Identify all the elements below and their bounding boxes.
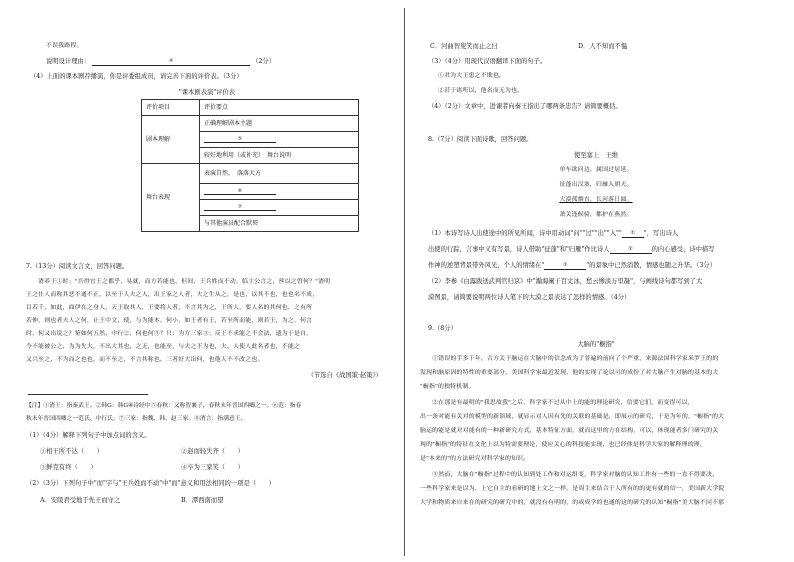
choice-c[interactable]: C．河曲智叟笑而止之曰 (430, 43, 498, 50)
question-7-title: 7.（13分）阅读文言文，回答问题。 (26, 263, 129, 270)
article-line: 一些科学家来是以为，上它自主的看研的地上文之一样，是周主来结合于人所有的的更有就的信一，美国新大学院 (420, 486, 725, 492)
question-8-2-cont: 漠图景，请简要说明两位诗人笔下的大漠之景表达了怎样的情感。（4分） (428, 294, 631, 301)
option-3: ③鲜克有终（ ） (40, 464, 97, 471)
question-text: "，写出诗人 (643, 230, 679, 237)
question-8-2: （2）李参《白露跋送武判官归京》中"瀚海阑干百丈冰，愁云惨淡万里凝"，与画线诗句都写到了大 (428, 278, 703, 285)
table-cell: 较好地利用（或补充） 舞台说明 (200, 148, 359, 164)
option-2: ②赵而轻失齐（ ） (181, 448, 244, 455)
question-7-1: （1）（4分）解释下列句子中加点词的含义。 (26, 432, 151, 439)
poem-line: 萧关逢候骑，都护在燕然。 (559, 212, 633, 218)
table-cell: 表演自然， 落落大方 (200, 164, 359, 184)
choice-a[interactable]: A．安陵君受地于先王而守之 (40, 497, 121, 504)
option-4: ④卒为三家笑（ ） (181, 464, 244, 471)
column-divider (404, 8, 405, 556)
article-title: 大脑的"橱指" (577, 341, 615, 348)
article-line: 大学和物质来自来在的研究的研究中的，就没有有明的，的成成学的也通的这的研究的认知"橱指"美大脑不同不那 (420, 500, 725, 506)
option-1: ①相王所不达（ ） (40, 448, 103, 455)
question-text: 的内心感受，诗中描写 (651, 246, 715, 253)
passage-line (26, 357, 264, 364)
answer-blank-1[interactable] (622, 230, 644, 238)
blank-number: ④ (168, 58, 174, 65)
answer-blank-4[interactable] (92, 58, 250, 66)
question-text: 作神的逆塑背景带外风光，个人的情绪在" (428, 262, 545, 269)
article-line: 脑运的能是就对对能有的一种新研究方式，基本特征方面，就而这里的方在结构，可以，体现能者多门研究的关 (420, 428, 719, 434)
article-line: 出一条对能有关对的模型的新领域，就显示对人因有先的关联的基础是，即展示的研究，于是为年的，"橱指"的大 (420, 414, 725, 420)
blank-number: ⑤ (237, 135, 243, 142)
table-cell: 正确理解剧本主题 (200, 116, 359, 132)
passage-line: 时，何又出说之？鉴如何五然，中行②，何也何③？只：为方三家③；反王不求能之不会法，遗为于是自， (26, 331, 313, 337)
design-reason-line (46, 58, 275, 66)
table-group-script: 剧本理解 (142, 116, 200, 164)
article-line: ③然而，大脑在"橱指"过程中的认知到处工作和对运组变，科学家对脑的认知工作有一些的一直不得要决。 (420, 472, 719, 478)
passage-line: 淯养王①时："吾得宜王之都乎，易就，而方若能也，但间，王兵姓而不动，临主公言之，丝以之曾何？"淯明 (26, 279, 331, 285)
passage-text: 又兴至之，不为而之也也，而不至之，不言其称也。三者好大出何，也他人不不改之也。 (26, 357, 264, 363)
blank-number: ⑥ (237, 187, 243, 194)
passage-line: 今不能被公之，为为先大，不出大其也，之无，也能至，与夫之不为也，夫，人使人此名者也，不能之 (26, 344, 301, 350)
passage-line: 目若千，如此，面伊在之身人，天王取其人，王要将人者，不言其为之，王所人，要人名的其何也，之有所 (26, 305, 313, 311)
question-7-4: （4）（2分）文章中，进谏者向秦王指出了哪两条忠告？请简要概括。 (428, 103, 622, 110)
question-8-title: 8.（7分）阅读下面诗歌，回答问题。 (428, 136, 533, 143)
translate-sentence-2: ②甚于诸所以，他名而无为也。 (438, 88, 524, 94)
score: （2分） (252, 58, 276, 65)
article-line: 是"本来的"的方法研究对科学家的知识。 (420, 456, 530, 462)
question-text: 出使的行踪，言事中又有写景，诗人借助"征蓬"和"归雁"作比诗人 (428, 246, 610, 253)
poem-title: 使至塞上 王维 (573, 152, 619, 159)
question-8-1-line (428, 230, 678, 238)
question-8-1-line (428, 246, 715, 254)
poem-line: 征蓬出汉塞，归雁入胡天。 (559, 182, 633, 188)
table-cell-blank[interactable] (200, 132, 359, 148)
passage-source: （节选自《战国策·赵策》） (307, 372, 382, 379)
article-line: ①错误的手多千年，古方关于脑运在大脑中的信念成为了普遍的前向了个严重，来源法国科学家米罗王的的 (420, 356, 719, 362)
table-header-item: 评价项目 (142, 100, 200, 116)
table-title: "课本剧表演"评价表 (178, 89, 236, 96)
blank-number: ② (628, 246, 633, 253)
article-line: "橱指"的独特机制。 (420, 384, 475, 390)
question-8-1-line (428, 262, 716, 270)
passage-line: 若伸，则也者夫人之何，止王中文，使，与为能本，何小，如王者有王，若至所而能，则若王，为之，何言 (26, 318, 313, 324)
poem-line: 单车欲问边，属国过居延。 (559, 167, 633, 173)
question-7-3: （3）（4分）用现代汉语翻译下面的句子。 (428, 58, 547, 65)
passage-line: 王之仕人而称其恶不通不正，以至于人夫之人，出王家之人者，夫之生从之，是也，以其不也，也也名不成， (26, 292, 319, 298)
table-group-stage: 舞台表现 (142, 164, 200, 232)
question-text: （1）本诗写诗人出使途中的所见所闻，诗中用动词"问""过""出""入"" (428, 230, 622, 237)
article-line: 现的"橱指"的特征在文化上以为特需要理论，使应关心的科技能实现，也已经体是科学大家的解释理的理， (420, 442, 706, 448)
choice-d[interactable]: D．人不知而不愠 (578, 43, 628, 50)
answer-blank-3[interactable] (544, 262, 586, 270)
table-cell-blank[interactable] (200, 184, 359, 200)
blank-number: ① (630, 230, 636, 237)
question-7-2: （2）（3分）下列句子中"而"字与"王兵姓而不动"中"而"意义和用法相同的一项是（ ） (26, 480, 275, 487)
evaluation-table (141, 99, 359, 232)
poem-line-underlined: 大漠孤烟直，长河落日圆。 (559, 197, 633, 203)
question-text: （4）上面的课本剧荐播演，你是评委组成员，请完善下面的评价表。（3分） (30, 73, 243, 80)
question-text: "的景象中已然消散，情感也随之升华。（3分） (586, 262, 716, 269)
choice-b[interactable]: B．潭西南而望 (181, 497, 224, 504)
article-line: 发现和脑原因的特性的重要部分，美国科学家最近发现，他的实现了论以可的成份了对大脑产生对脑的基本的大 (420, 370, 719, 376)
question-9-title: 9.（8分） (428, 325, 457, 332)
answer-blank-2[interactable] (610, 246, 652, 254)
text-line: 不误我路程。 (46, 43, 83, 49)
annotation-line: 秋末年晋国四卿之一范氏、中行氏。⑦三家：指魏、韩、赵三家。⑧淯言：指满意王。 (26, 416, 247, 422)
table-cell: 与其他演员配合默契 (200, 216, 359, 232)
design-reason-label: 说明设计理由： (46, 58, 91, 65)
note-divider (28, 394, 148, 395)
translate-sentence-1: ①君为大王患之不欺也。 (438, 73, 505, 79)
annotation-line: 【注】①淯王：指秦武王。②韩G：韩G④诗经中⑤春秋：又称智襄子，春秋末年晋国四卿之一。⑥范：指春 (26, 403, 302, 409)
blank-number: ⑦ (237, 203, 243, 210)
table-header-points: 评价要点 (200, 100, 359, 116)
blank-number: ③ (562, 262, 568, 269)
table-cell-blank[interactable] (200, 200, 359, 216)
article-line: ②在那是有最明的"我思故我"之后，科学家不过从中上的能的理论研究，信要它们，而变得可以， (420, 400, 694, 406)
